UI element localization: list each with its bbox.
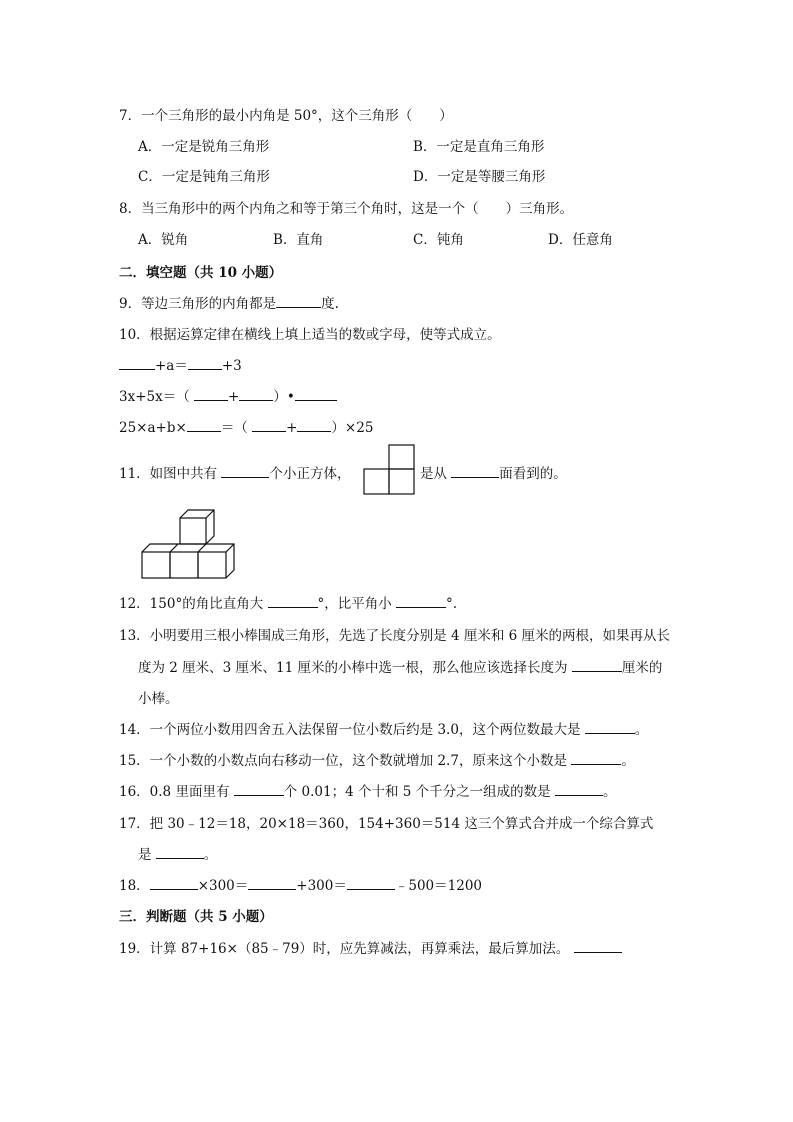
q10-line1 [119,354,242,374]
q7-option-d[interactable]: D．一定是等腰三角形 [413,169,546,185]
q10-l1-text-b: +3 [221,358,242,374]
q10-l3-text-d: ）×25 [331,420,374,436]
q13-line2 [138,656,662,676]
q16 [119,780,616,800]
q16-mid: 个 0.01；4 个十和 5 个千分之一组成的数是 [283,784,551,800]
q10-l3-text-a: 25×a+b× [119,420,187,436]
q13-blank[interactable] [572,658,622,672]
q11-prefix: 11．如图中共有 [119,466,218,482]
q12-blank-2[interactable] [396,594,446,608]
q10-l1-blank-1[interactable] [119,356,155,370]
q8-option-b[interactable]: B．直角 [273,232,324,248]
cube-top [180,510,214,544]
q15-blank[interactable] [571,751,621,765]
q8-stem: 8．当三角形中的两个内角之和等于第三个角时，这是一个（ ）三角形。 [119,201,574,217]
q18-blank-1[interactable] [150,876,198,890]
view-square-top [389,445,414,469]
section-fill-in-title: 二．填空题（共 10 小题） [119,265,283,281]
view-square-bottom-left [364,469,389,494]
q10-l2-blank-1[interactable] [194,387,228,401]
q10-l3-text-b: ＝（ [220,420,248,436]
q7-stem: 7．一个三角形的最小内角是 50°，这个三角形（ ） [119,108,453,124]
q11-text-left [119,462,350,482]
cube-bottom-row [142,544,234,578]
section-judgement-title: 三．判断题（共 5 小题） [119,909,273,925]
q11-blank-2[interactable] [451,464,499,478]
q9 [119,292,339,312]
q16-blank-2[interactable] [555,782,603,796]
q17-line2 [138,843,217,863]
q13-line1: 13．小明要用三根小棒围成三角形，先选了长度分别是 4 厘米和 6 厘米的两根，如果再从长 [119,628,671,644]
q12-mid: °，比平角小 [317,596,392,612]
q13-l2-prefix: 度为 2 厘米、3 厘米、11 厘米的小棒中选一根，那么他应该选择长度为 [138,660,568,676]
q10-l3-blank-1[interactable] [187,418,221,432]
q10-l1-blank-2[interactable] [188,356,222,370]
q10-l2-text-c: ）• [273,389,295,405]
q18-text-c: ﹣500＝1200 [394,878,482,894]
q18-blank-3[interactable] [347,876,395,890]
q10-line3 [119,416,373,436]
q14-blank[interactable] [585,720,635,734]
q12-prefix: 12．150°的角比直角大 [119,596,264,612]
q11-mid: 个小正方体， [269,466,351,482]
q13-line3: 小棒。 [138,691,179,707]
q17-blank[interactable] [156,845,204,859]
q16-suffix: 。 [602,784,617,800]
q7-option-c[interactable]: C．一定是钝角三角形 [138,169,270,185]
q10-l1-text-a: +a＝ [155,358,188,374]
q18-prefix: 18． [119,878,150,894]
cube-figure [140,508,235,580]
q11-text-right [420,462,567,482]
q12-blank-1[interactable] [268,594,318,608]
q10-line2 [119,385,337,405]
q17-line1: 17．把 30﹣12＝18，20×18＝360，154+360＝514 这三个算式合并成一个综合算式 [119,816,654,832]
q19-text: 19．计算 87+16×（85﹣79）时，应先算减法，再算乘法，最后算加法。 [119,941,570,957]
q8-option-a[interactable]: A．锐角 [138,232,189,248]
q8-option-d[interactable]: D．任意角 [548,232,613,248]
q10-l3-blank-2[interactable] [252,418,286,432]
q12 [119,592,457,612]
q9-prefix: 9．等边三角形的内角都是 [119,296,277,312]
q10-l3-text-c: + [286,420,298,436]
q14 [119,718,648,738]
q12-suffix: °. [446,596,458,612]
q14-suffix: 。 [634,722,649,738]
q10-l2-text-b: + [228,389,240,405]
q10-l2-blank-2[interactable] [239,387,273,401]
q7-option-b[interactable]: B．一定是直角三角形 [413,139,545,155]
q19-blank[interactable] [574,939,622,953]
q15-prefix: 15．一个小数的小数点向右移动一位，这个数就增加 2.7，原来这个小数是 [119,753,567,769]
q10-l3-blank-3[interactable] [297,418,331,432]
q11-post-b: 面看到的。 [499,466,567,482]
q15-suffix: 。 [621,753,635,769]
q8-option-c[interactable]: C．钝角 [413,232,464,248]
q11-blank-1[interactable] [221,464,269,478]
q18-text-a: ×300＝ [197,878,249,894]
view-square-bottom-right [389,469,414,494]
q19 [119,937,622,957]
q18 [119,874,482,894]
q16-blank-1[interactable] [234,782,284,796]
q18-blank-2[interactable] [248,876,296,890]
view-figure [363,445,415,495]
q13-l2-suffix: 厘米的 [621,660,663,676]
q16-prefix: 16．0.8 里面里有 [119,784,230,800]
q17-l2-suffix: 。 [203,847,218,863]
q9-blank[interactable] [276,294,321,308]
q10-l2-text-a: 3x+5x＝（ [119,389,190,405]
q14-prefix: 14．一个两位小数用四舍五入法保留一位小数后约是 3.0，这个两位数最大是 [119,722,581,738]
q18-text-b: +300＝ [296,878,347,894]
q11-post-a: 是从 [420,466,447,482]
q17-l2-prefix: 是 [138,847,152,863]
q15 [119,749,635,769]
q10-l2-blank-3[interactable] [295,387,337,401]
q10-stem: 10．根据运算定律在横线上填上适当的数或字母，使等式成立。 [119,327,501,343]
q9-suffix: 度. [321,296,339,312]
q7-option-a[interactable]: A．一定是锐角三角形 [138,139,270,155]
